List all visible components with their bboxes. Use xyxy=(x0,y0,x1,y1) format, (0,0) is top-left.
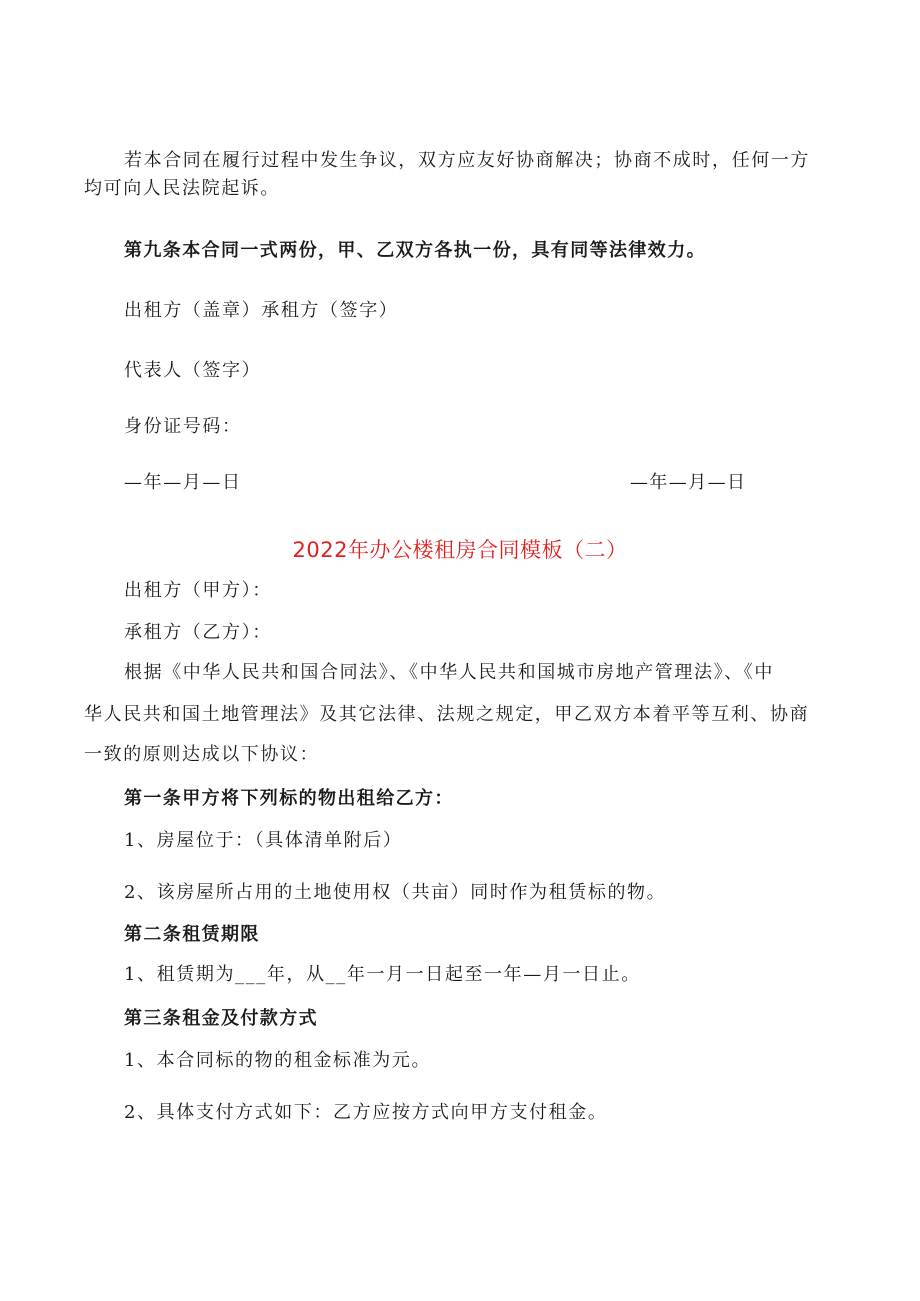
legal-basis-line-2: 华人民共和国土地管理法》及其它法律、法规之规定，甲乙双方本着平等互利、协商 xyxy=(84,704,810,725)
article-3: 第三条租金及付款方式 xyxy=(124,1008,318,1029)
date-right: —年—月—日 xyxy=(630,472,747,493)
article-1: 第一条甲方将下列标的物出租给乙方： xyxy=(124,788,454,809)
legal-basis-line-1: 根据《中华人民共和国合同法》、《中华人民共和国城市房地产管理法》、《中 xyxy=(124,662,774,683)
lessee-label: 承租方（乙方）： xyxy=(124,622,272,643)
article-2-item-1: 1、租赁期为___年，从__年一月一日起至一年—月一日止。 xyxy=(124,964,641,985)
dispute-paragraph-line-1: 若本合同在履行过程中发生争议，双方应友好协商解决；协商不成时，任何一方 xyxy=(124,150,810,171)
representative-signature: 代表人（签字） xyxy=(124,360,262,381)
lessor-label: 出租方（甲方）： xyxy=(124,580,272,601)
dispute-paragraph-line-2: 均可向人民法院起诉。 xyxy=(84,178,280,199)
article-1-item-2: 2、该房屋所占用的土地使用权（共亩）同时作为租赁标的物。 xyxy=(124,882,667,903)
article-9: 第九条本合同一式两份，甲、乙双方各执一份，具有同等法律效力。 xyxy=(124,240,706,261)
section-title: 2022年办公楼租房合同模板（二） xyxy=(292,538,628,562)
id-number-label: 身份证号码： xyxy=(124,416,242,437)
article-3-item-1: 1、本合同标的物的租金标准为元。 xyxy=(124,1050,432,1071)
article-3-item-2: 2、具体支付方式如下：乙方应按方式向甲方支付租金。 xyxy=(124,1102,608,1123)
signature-parties: 出租方（盖章）承租方（签字） xyxy=(124,300,399,321)
legal-basis-line-3: 一致的原则达成以下协议： xyxy=(84,744,320,765)
date-left: —年—月—日 xyxy=(124,472,242,493)
article-1-item-1: 1、房屋位于：（具体清单附后） xyxy=(124,830,403,851)
article-2: 第二条租赁期限 xyxy=(124,924,260,945)
